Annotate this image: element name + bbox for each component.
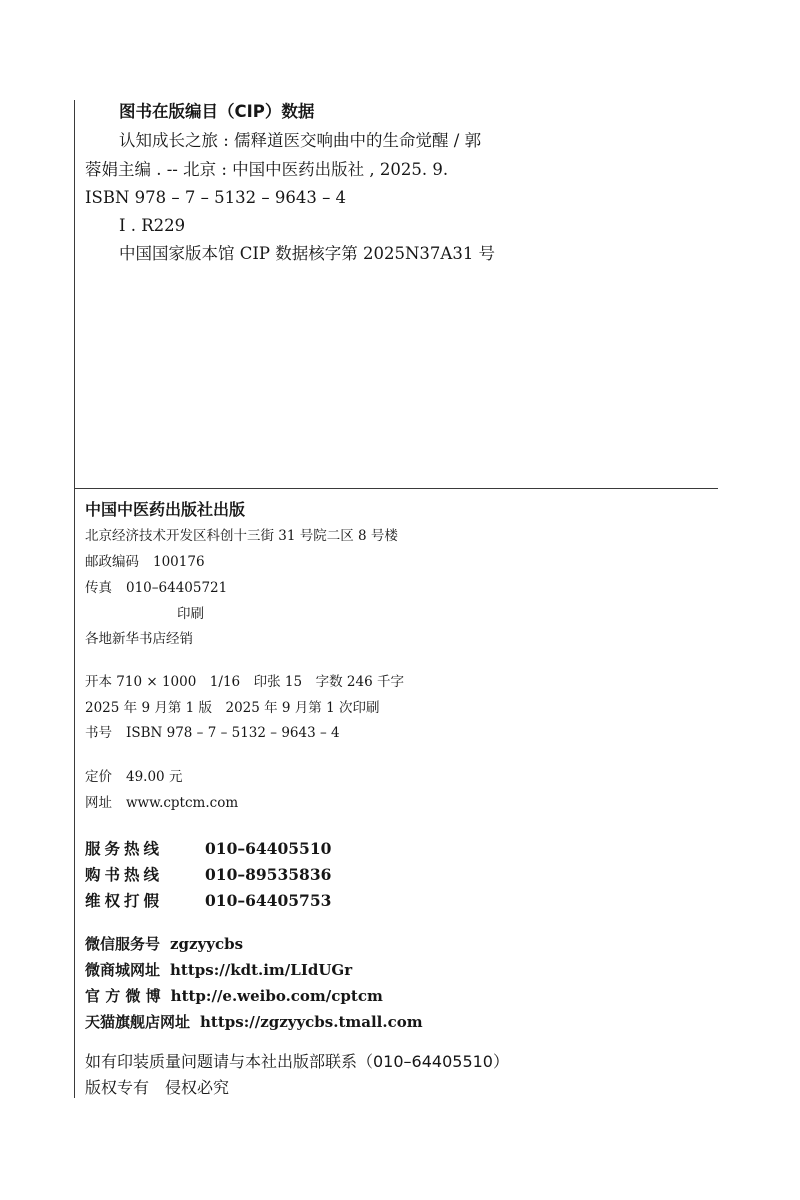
hotline-number: 010–89535836 (205, 865, 332, 884)
hotline-label: 维权打假 (85, 892, 164, 910)
social-wechat (85, 936, 243, 952)
cip-record-number: 中国国家版本馆 CIP 数据核字第 2025N37A31 号 (119, 244, 496, 263)
format-specs: 开本 710 × 1000 1/16 印张 15 字数 246 千字 (85, 674, 404, 690)
section-divider (74, 488, 718, 489)
social-label: 微信服务号 (85, 935, 161, 953)
book-number-row (85, 727, 340, 741)
social-value: zgzyycbs (170, 935, 244, 953)
fax-label: 传真 (85, 580, 112, 596)
social-label: 天猫旗舰店网址 (85, 1013, 191, 1031)
social-value: https://zgzyycbs.tmall.com (200, 1013, 423, 1031)
distribution-note: 各地新华书店经销 (85, 631, 193, 647)
cip-title-line-2: 蓉娟主编 . -- 北京 : 中国中医药出版社 , 2025. 9. (85, 160, 449, 179)
postcode-value: 100176 (153, 554, 205, 570)
fax-row (85, 582, 227, 596)
printing-label: 印刷 (177, 606, 204, 622)
hotline-number: 010–64405753 (205, 891, 332, 910)
price-label: 定价 (85, 769, 112, 785)
cip-isbn: ISBN 978 – 7 – 5132 – 9643 – 4 (85, 188, 347, 207)
website-value: www.cptcm.com (126, 795, 239, 811)
copyright-notice: 版权专有 侵权必究 (85, 1078, 230, 1097)
social-value: https://kdt.im/LIdUGr (170, 961, 353, 979)
website-row (85, 797, 238, 811)
social-value: http://e.weibo.com/cptcm (170, 987, 383, 1005)
postcode-label: 邮政编码 (85, 554, 139, 570)
price-row (85, 771, 182, 785)
hotline-anti-piracy (85, 893, 331, 910)
social-tmall (85, 1014, 423, 1030)
hotline-purchase (85, 867, 331, 884)
quality-notice: 如有印装质量问题请与本社出版部联系（010–64405510） (85, 1052, 509, 1071)
hotline-service (85, 841, 331, 858)
hotline-label: 购书热线 (85, 866, 164, 884)
social-label: 官 方 微 博 (85, 987, 161, 1005)
hotline-number: 010–64405510 (205, 839, 332, 858)
social-label: 微商城网址 (85, 961, 161, 979)
social-micro-store (85, 962, 352, 978)
social-weibo (85, 988, 383, 1004)
postcode-row (85, 556, 205, 570)
cip-classification: Ⅰ . R229 (119, 216, 186, 235)
book-number-value: ISBN 978 – 7 – 5132 – 9643 – 4 (126, 725, 340, 741)
edition-info: 2025 年 9 月第 1 版 2025 年 9 月第 1 次印刷 (85, 700, 380, 716)
fax-value: 010–64405721 (126, 580, 228, 596)
book-number-label: 书号 (85, 725, 112, 741)
cip-title-line-1: 认知成长之旅 : 儒释道医交响曲中的生命觉醒 / 郭 (119, 131, 482, 150)
publisher-address: 北京经济技术开发区科创十三街 31 号院二区 8 号楼 (85, 528, 398, 544)
price-value: 49.00 元 (126, 769, 183, 785)
cip-heading: 图书在版编目（CIP）数据 (119, 102, 315, 121)
publisher-name: 中国中医药出版社出版 (85, 500, 246, 519)
hotline-label: 服务热线 (85, 840, 164, 858)
website-label: 网址 (85, 795, 112, 811)
left-border-line (74, 100, 75, 1098)
